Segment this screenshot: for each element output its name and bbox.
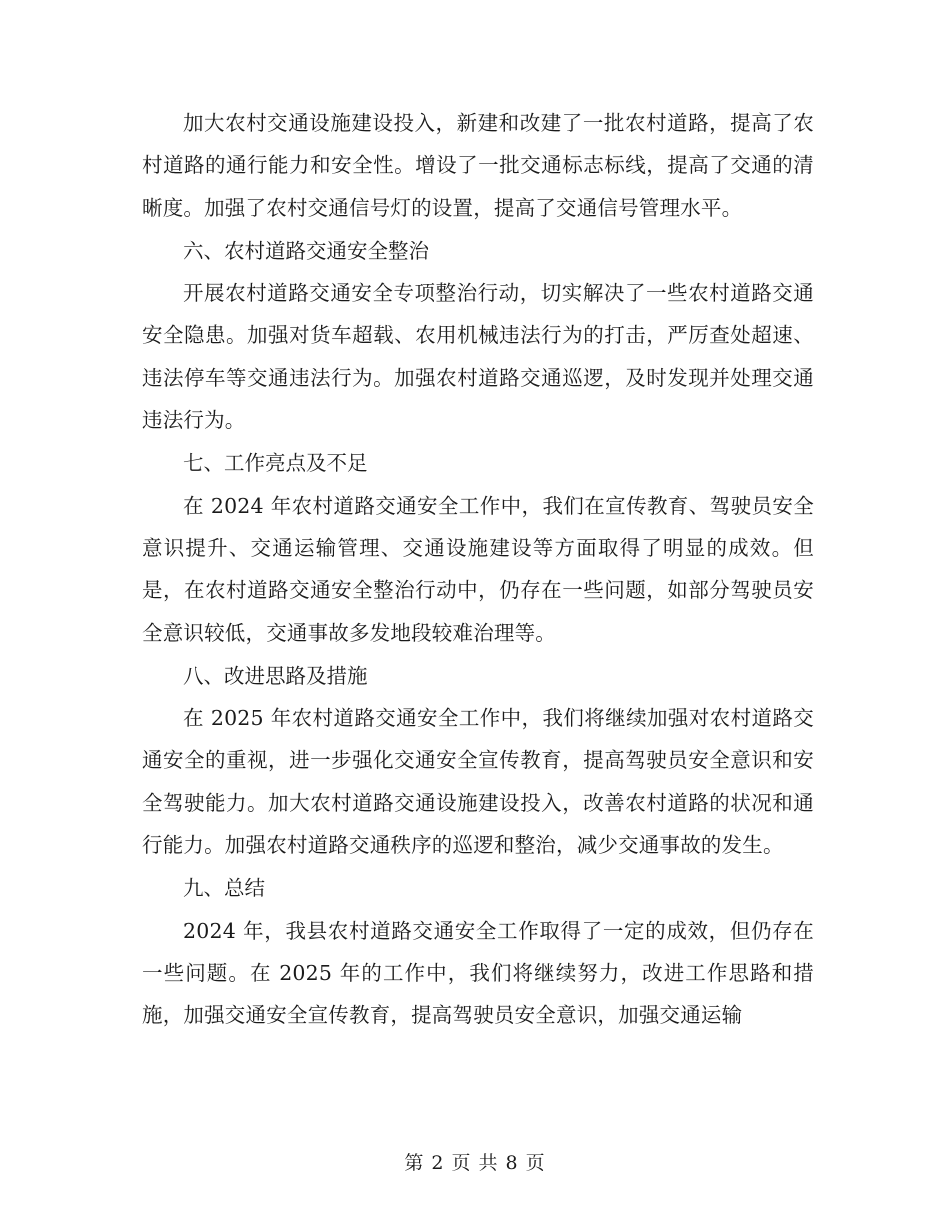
paragraph-improvements: 在 2025 年农村道路交通安全工作中，我们将继续加强对农村道路交通安全的重视，进一步强化交通安全宣传教育，提高驾驶员安全意识和安全驾驶能力。加大农村道路交通设施建设投入，改善农村道路的状况和通行能力。加强农村道路交通秩序的巡逻和整治，减少交通事故的发生。 (142, 706, 814, 858)
paragraph-highlights: 在 2024 年农村道路交通安全工作中，我们在宣传教育、驾驶员安全意识提升、交通运输管理、交通设施建设等方面取得了明显的成效。但是，在农村道路交通安全整治行动中，仍存在一些问题，如部分驾驶员安全意识较低，交通事故多发地段较难治理等。 (142, 493, 814, 645)
paragraph-rectification: 开展农村道路交通安全专项整治行动，切实解决了一些农村道路交通安全隐患。加强对货车超载、农用机械违法行为的打击，严厉查处超速、违法停车等交通违法行为。加强农村道路交通巡逻，及时发现并处理交通违法行为。 (142, 281, 814, 433)
document-body (142, 102, 814, 1037)
section-heading-9: 九、总结 (183, 876, 265, 901)
paragraph-facilities: 加大农村交通设施建设投入，新建和改建了一批农村道路，提高了农村道路的通行能力和安全性。增设了一批交通标志标线，提高了交通的清晰度。加强了农村交通信号灯的设置，提高了交通信号管理水平。 (142, 111, 814, 220)
page-number-footer: 第 2 页 共 8 页 (404, 1152, 546, 1174)
section-heading-7: 七、工作亮点及不足 (183, 451, 368, 476)
paragraph-summary: 2024 年，我县农村道路交通安全工作取得了一定的成效，但仍存在一些问题。在 2025 年的工作中，我们将继续努力，改进工作思路和措施，加强交通安全宣传教育，提高驾驶员安全意识，加强交通运输 (142, 918, 814, 1028)
section-heading-8: 八、改进思路及措施 (183, 663, 368, 688)
section-heading-6: 六、农村道路交通安全整治 (183, 238, 429, 263)
